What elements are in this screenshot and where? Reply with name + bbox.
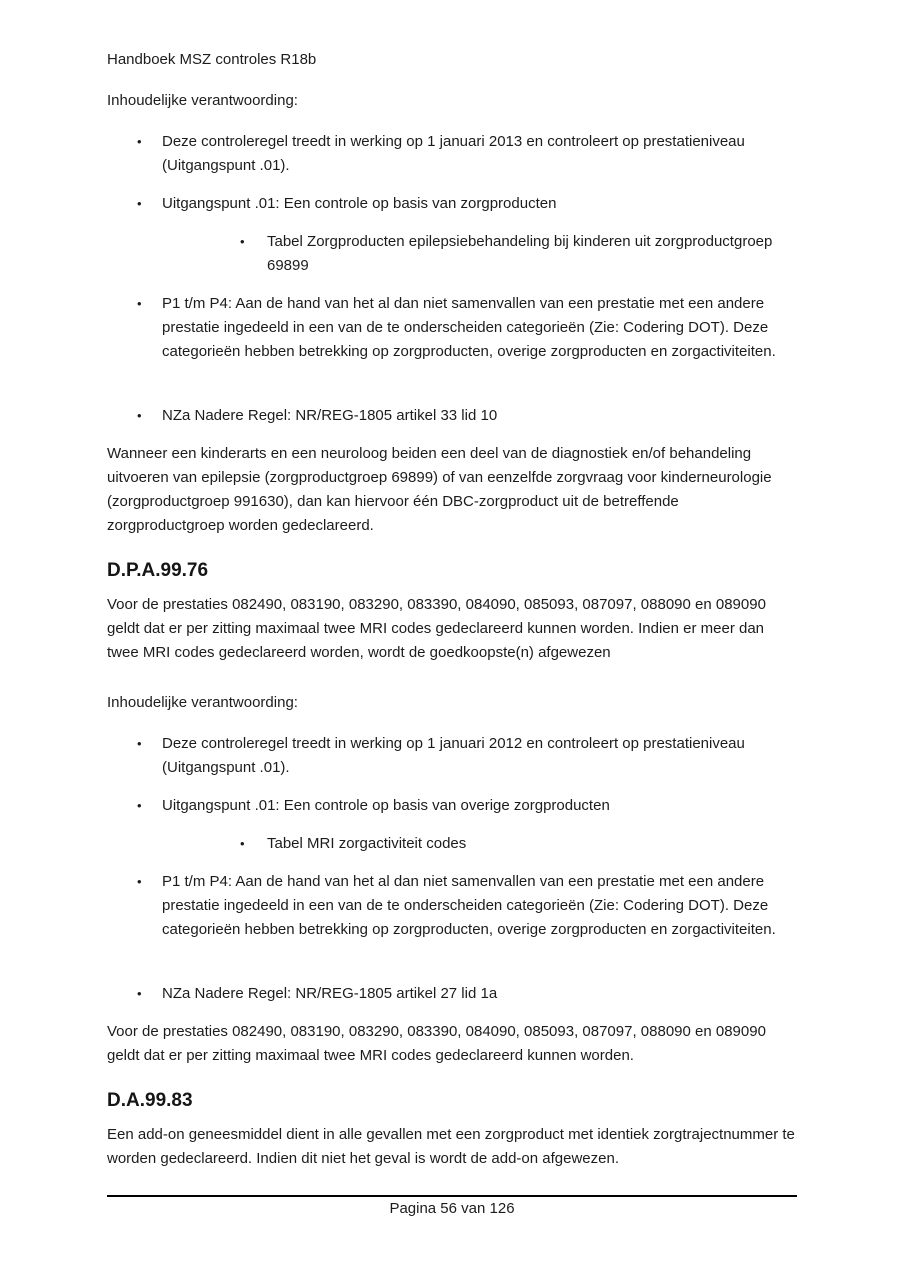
bullet-item: [107, 192, 797, 216]
bullet-icon: •: [137, 736, 142, 751]
bullet-text: Tabel MRI zorgactiviteit codes: [267, 835, 467, 852]
document-content: [107, 48, 797, 1185]
body-paragraph: Wanneer een kinderarts en een neuroloog beiden een deel van de diagnostiek en/of behandeling uitvoeren van epilepsie (zorgproductgroep 69899) of van eenzelfde zorgvraag voor kinderneurologie (zorgproductgroep 991630), dan kan hiervoor één DBC-zorgproduct uit de betreffende zorgproductgroep worden gedeclareerd.: [107, 445, 772, 534]
bullet-text: Deze controleregel treedt in werking op 1 januari 2012 en controleert op prestatieniveau (Uitgangspunt .01).: [162, 735, 745, 776]
bullet-icon: •: [137, 296, 142, 311]
bullet-icon: •: [240, 234, 245, 249]
bullet-text: Deze controleregel treedt in werking op 1 januari 2013 en controleert op prestatieniveau (Uitgangspunt .01).: [162, 133, 745, 174]
bullet-text: P1 t/m P4: Aan de hand van het al dan niet samenvallen van een prestatie met een andere prestatie ingedeeld in een van de te onderscheiden categorieën (Zie: Codering DOT). Deze categorieën hebben betrekking op zorgproducten, overige zorgproducten en zorgactiviteiten.: [162, 873, 776, 938]
page-number: Pagina 56 van 126: [389, 1200, 515, 1217]
body-paragraph: Voor de prestaties 082490, 083190, 083290, 083390, 084090, 085093, 087097, 088090 en 089090 geldt dat er per zitting maximaal twee MRI codes gedeclareerd kunnen worden. Indien er meer dan twee MRI codes gedeclareerd worden, wordt de goedkoopste(n) afgewezen: [107, 596, 766, 661]
bullet-icon: •: [240, 836, 245, 851]
bullet-icon: •: [137, 196, 142, 211]
bullet-item: [107, 982, 797, 1006]
body-paragraph: Een add-on geneesmiddel dient in alle gevallen met een zorgproduct met identiek zorgtrajectnummer te worden gedeclareerd. Indien dit niet het geval is wordt de add-on afgewezen.: [107, 1126, 795, 1167]
footer-divider: [107, 1195, 797, 1197]
bullet-item: [107, 404, 797, 428]
bullet-item: [107, 870, 797, 942]
section-label-verantwoording-2: Inhoudelijke verantwoording:: [107, 694, 298, 711]
bullet-text: Uitgangspunt .01: Een controle op basis van zorgproducten: [162, 195, 557, 212]
sub-bullet-item: [107, 230, 797, 278]
bullet-text: Uitgangspunt .01: Een controle op basis van overige zorgproducten: [162, 797, 610, 814]
bullet-icon: •: [137, 408, 142, 423]
bullet-text: P1 t/m P4: Aan de hand van het al dan niet samenvallen van een prestatie met een andere prestatie ingedeeld in een van de te onderscheiden categorieën (Zie: Codering DOT). Deze categorieën hebben betrekking op zorgproducten, overige zorgproducten en zorgactiviteiten.: [162, 295, 776, 360]
sub-bullet-item: [107, 832, 797, 856]
bullet-icon: •: [137, 134, 142, 149]
bullet-icon: •: [137, 986, 142, 1001]
bullet-item: [107, 130, 797, 178]
bullet-item: [107, 732, 797, 780]
running-header: Handboek MSZ controles R18b: [107, 51, 317, 68]
bullet-icon: •: [137, 798, 142, 813]
section-heading-da-99-83: D.A.99.83: [107, 1090, 193, 1111]
bullet-text: NZa Nadere Regel: NR/REG-1805 artikel 27 lid 1a: [162, 985, 498, 1002]
bullet-text: Tabel Zorgproducten epilepsiebehandeling bij kinderen uit zorgproductgroep 69899: [267, 233, 773, 274]
body-paragraph: Voor de prestaties 082490, 083190, 083290, 083390, 084090, 085093, 087097, 088090 en 089090 geldt dat er per zitting maximaal twee MRI codes gedeclareerd kunnen worden.: [107, 1023, 766, 1064]
section-heading-dpa-99-76: D.P.A.99.76: [107, 560, 209, 581]
bullet-text: NZa Nadere Regel: NR/REG-1805 artikel 33 lid 10: [162, 407, 498, 424]
section-label-verantwoording-1: Inhoudelijke verantwoording:: [107, 92, 298, 109]
bullet-item: [107, 794, 797, 818]
bullet-icon: •: [137, 874, 142, 889]
bullet-item: [107, 292, 797, 364]
page-footer: [107, 1195, 797, 1220]
